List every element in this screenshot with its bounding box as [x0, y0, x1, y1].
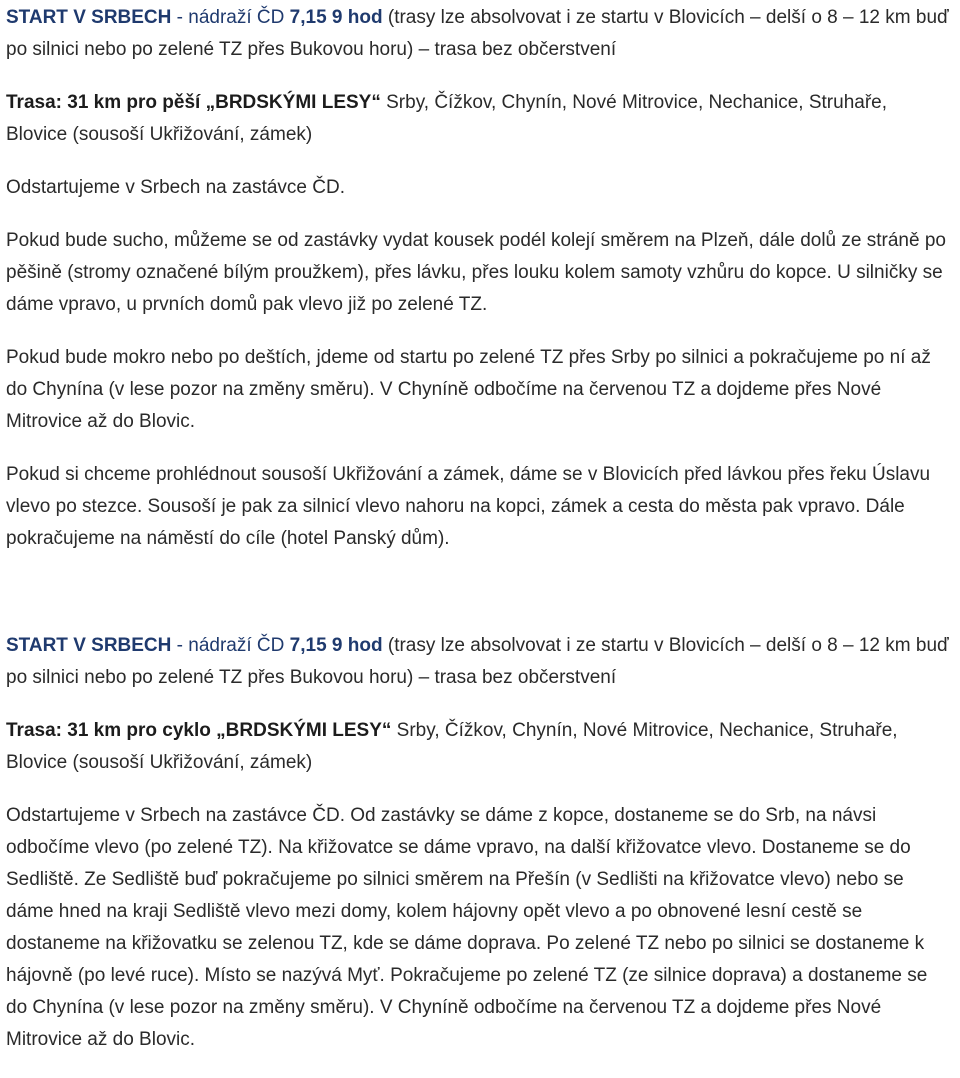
start-info-1: [6, 2, 952, 66]
route-stops: Srby, Čížkov, Chynín, Nové Mitrovice, Nechanice, Struhaře, Blovice (sousoší Ukřižování, zámek): [6, 720, 898, 773]
start-time-1: 7,15: [289, 7, 327, 28]
paragraph-1-1: Odstartujeme v Srbech na zastávce ČD.: [6, 177, 345, 198]
start-note: (trasy lze absolvovat i ze startu v Blovicích – delší o 8 – 12 km buď po silnici nebo po zelené TZ přes Bukovou horu) – trasa bez občerstvení: [6, 635, 949, 688]
start-time-2: 9 hod: [331, 7, 383, 28]
paragraph-2-1: Odstartujeme v Srbech na zastávce ČD. Od zastávky se dáme z kopce, dostaneme se do Srb, na návsi odbočíme vlevo (po zelené TZ). Na křižovatce se dáme vpravo, na další křižovatce vlevo. Dostaneme se do Sedliště. Ze Sedliště buď pokračujeme po silnici směrem na Přešín (v Sedlišti na křižovatce vlevo) nebo se dáme hned na kraji Sedliště vlevo mezi domy, kolem hájovny opět vlevo a po obnovené lesní cestě se dostaneme na křižovatku se zelenou TZ, kde se dáme doprava. Po zelené TZ nebo po silnici se dostaneme k hájovně (po levé ruce). Místo se nazývá Myť. Pokračujeme po zelené TZ (ze silnice doprava) a dostaneme se do Chynína (v lese pozor na změny směru). V Chyníně odbočíme na červenou TZ a dojdeme přes Nové Mitrovice až do Blovic.: [6, 805, 928, 1050]
start-time-2: 9 hod: [331, 635, 383, 656]
start-label: START V SRBECH: [6, 7, 172, 28]
section-spacer: [6, 576, 952, 630]
start-note: (trasy lze absolvovat i ze startu v Blovicích – delší o 8 – 12 km buď po silnici nebo po zelené TZ přes Bukovou horu) – trasa bez občerstvení: [6, 7, 949, 60]
route-info-1: [6, 87, 952, 151]
start-time-1: 7,15: [289, 635, 327, 656]
route-title: Trasa: 31 km pro cyklo „BRDSKÝMI LESY“: [6, 720, 392, 741]
start-info-2: [6, 630, 952, 694]
paragraph-1-2: Pokud bude sucho, můžeme se od zastávky vydat kousek podél kolejí směrem na Plzeň, dále dolů ze stráně po pěšině (stromy označené bílým proužkem), přes lávku, přes louku kolem samoty vzhůru do kopce. U silničky se dáme vpravo, u prvních domů pak vlevo již po zelené TZ.: [6, 230, 946, 315]
start-label: START V SRBECH: [6, 635, 172, 656]
paragraph-1-4: Pokud si chceme prohlédnout sousoší Ukřižování a zámek, dáme se v Blovicích před lávkou přes řeku Úslavu vlevo po stezce. Sousoší je pak za silnicí vlevo nahoru na kopci, zámek a cesta do města pak vpravo. Dále pokračujeme na náměstí do cíle (hotel Panský dům).: [6, 464, 931, 549]
start-station: - nádraží ČD: [171, 635, 290, 656]
start-station: - nádraží ČD: [171, 7, 290, 28]
paragraph-1-3: Pokud bude mokro nebo po deštích, jdeme od startu po zelené TZ přes Srby po silnici a pokračujeme po ní až do Chynína (v lese pozor na změny směru). V Chyníně odbočíme na červenou TZ a dojdeme přes Nové Mitrovice až do Blovic.: [6, 347, 931, 432]
route-stops: Srby, Čížkov, Chynín, Nové Mitrovice, Nechanice, Struhaře, Blovice (sousoší Ukřižování, zámek): [6, 92, 887, 145]
route-info-2: [6, 715, 952, 779]
route-title: Trasa: 31 km pro pěší „BRDSKÝMI LESY“: [6, 92, 381, 113]
